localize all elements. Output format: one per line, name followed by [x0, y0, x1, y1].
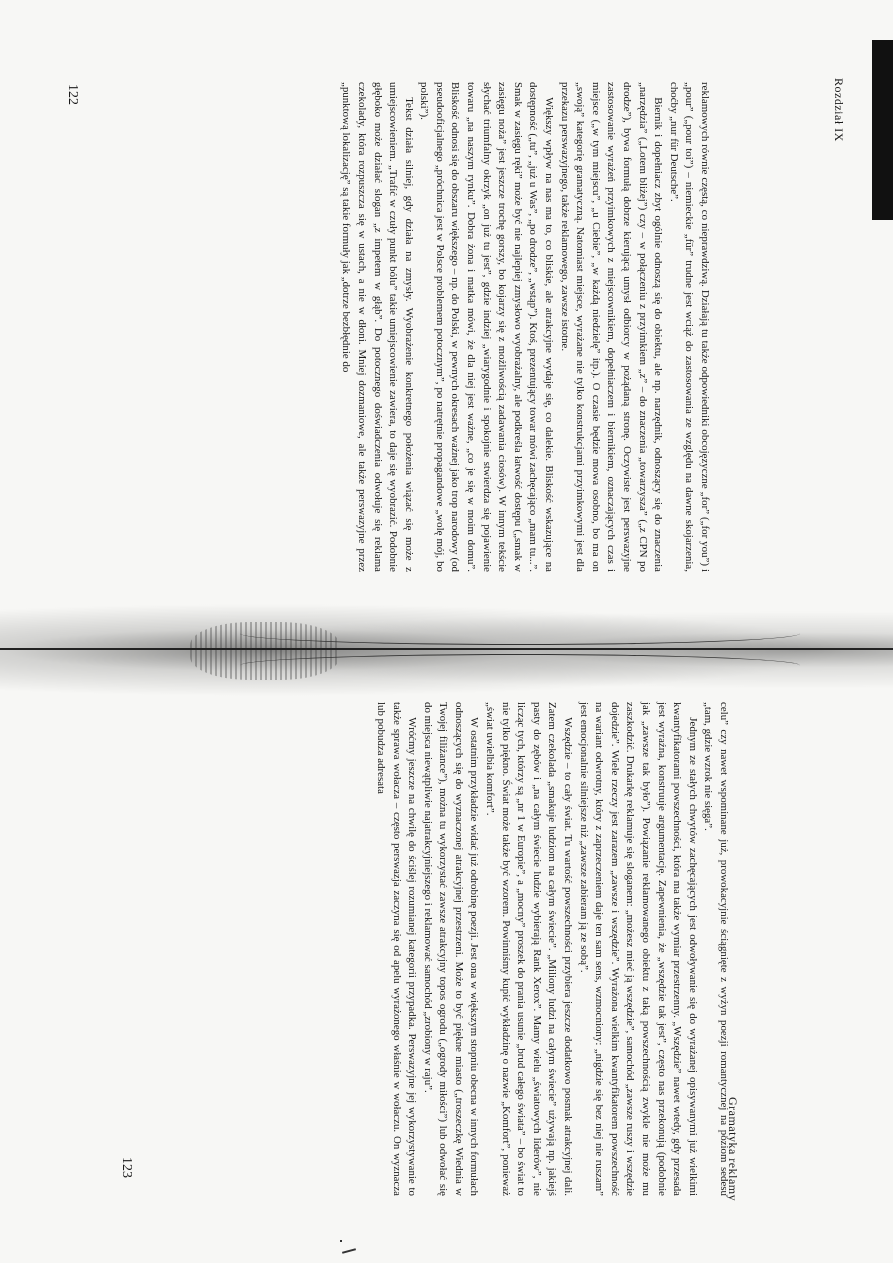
left-page-header: Rozdział IX: [832, 78, 846, 142]
gutter-fold-line: [0, 648, 893, 650]
right-page-body: [372, 702, 731, 1196]
paragraph: reklamowych równie częstą, co nieprawdziwą. Działają tu także odpowiedniki obcojęzyczne „for” („for you”) i „pour” („pour toi”) – niemieckie „für” trudne jest wciąż do zastosowania ze względu na dawne skojarzenia, choćby „nur für Deutsche”.: [667, 82, 711, 572]
scan-speck: [342, 1248, 356, 1254]
book-gutter: [0, 600, 893, 700]
paragraph: Jednym ze stałych chwytów zachęcających jest odwoływanie się do wyrażanej opisywanymi już wielkimi kwantyfikatorami powszechności, która ma także wymiar przestrzenny. „Wszędzie” nawet wtedy, gdy przesada jest wyraźna, konstruuje argumentację. Zapewnienia, że „wszędzie tak jest”, często nas przekonują (podobnie jak „zawsze tak było”). Powiązanie reklamowanego obiektu z taką powszechnością zwykle nie może mu zaszkodzić. Drukarkę reklamuje się sloganem: „możesz mieć ją wszędzie”, samochód „zawsze ruszy i wszędzie dojedzie”. Wiele rzeczy jest zarazem „zawsze i wszędzie”. Wyrażona wielkim kwantyfikatorem powszechność na wariant odwrotny, który z zaprzeczeniem daje ten sam sens, wzmocniony: „nigdzie się bez niej nie ruszam” jest emocjonalnie silniejsze niż „zawsze zabieram ją ze sobą”.: [577, 702, 699, 1196]
paragraph: Większy wpływ na nas ma to, co bliskie, ale atrakcyjne wydaje się, co dalekie. Bliskość wskazujące na dostępność („tu”, „już u Was”, „po drodze”, „wstąp”). Ktoś, prezentujący towar mówi zachęcająco „mam tu...”. Smak w zasięgu ręki” może być nie najlepiej zmysłowo wyobrażalny, ale podkreśla łatwość dostępu („smak w zasięgu noża” jest jeszcze trochę gorszy, bo kojarzy się z możliwością zadawania ciosów). W innym tekście słychać triumfalny okrzyk „on już tu jest”, gdzie indziej „wiarygodnie i spokojnie stwierdza się pojawienie towaru „na naszym rynku”. Dobra żona i matka mówi, że dla niej jest ważne, „co je się w moim domu”. Bliskość odnosi się do obszaru większego – np. do Polski, w pewnych okresach ważnej jako trop narodowy (od pseudooficjalnego „próchnica jest w Polsce problemem potocznym”, po natrętnie propagandowe „wolę mój, bo polski”).: [418, 82, 556, 572]
left-page-body: [338, 82, 712, 572]
right-page-header: Gramatyka reklamy: [726, 1097, 740, 1202]
gutter-curve: [240, 654, 800, 677]
left-page-number: 122: [65, 84, 80, 105]
gutter-curve: [240, 622, 800, 645]
paragraph: Wróćmy jeszcze na chwilę do ściślej rozumianej kategorii przypadka. Perswazyjne jej wykorzystywanie to także sprawa wołacza – często perswazja zaczyna się od apelu wyrażonego właśnie w wołaczu. On wyznacza lub pobudza adresata: [374, 702, 419, 1196]
paragraph: Biernik i dopełniacz zbyt ogólnie odnoszą się do obiektu, ale np. narzędnik, odnoszący się do znaczenia „narzędzia” („Lotem bliżej”) czy – w połączeniu z przyimkiem „z” – do znaczenia „towarzysza” („z CPN po drodze”), bywa formułą dobrze kierującą umysł odbiorcy w pożądaną stronę. Oczywiste jest perswazyjne zastosowanie wyrażeń przyimkowych z miejscownikiem, dopełniaczem i biernikiem, oznaczających czas i miejsce („w tym miejscu”, „u Ciebie”, „w każdą niedzielę” itp.). O czasie będzie mowa osobno, bo ma on „swoją” kategorię gramatyczną. Natomiast miejsce, wyrażane nie tylko konstrukcjami przyimkowymi jest dla przekazu perswazyjnego, także reklamowego, zawsze istotne.: [558, 82, 665, 572]
paragraph: celu” czy nawet wspominane już, prowokacyjnie ściągnięte z wyżyn poezji romantycznej na poziom sedesu „tam, gdzie wzrok nie sięga”.: [702, 702, 730, 1196]
scan-speck: [340, 1240, 342, 1242]
paragraph: Tekst działa silniej, gdy działa na zmysły. Wyobrażenie konkretnego położenia wiązać się może z umiejscowieniem. „Trafić w czuły punkt bólu” takie umiejscowienie zawiera, to daje się wyobrazić. Podobnie głęboko może działać slogan „z impetem w głąb”. Do potocznego doświadczenia odwołuje się reklama czekolady, która rozpuszcza się w ustach, a nie w dłoni. Mniej dozmaniowe, ale także perswazyjne przez „punktową lokalizację” są takie formuły jak „dotrze bezbłędnie do: [340, 82, 415, 572]
paragraph: Wszędzie – to cały świat. Tu wartość powszechności przybiera jeszcze dodatkowo posmak atrakcyjnej dali. Zatem czekolada „smakuje ludziom na całym świecie”. „Miliony ludzi na całym świecie” używają np. jakiejś pasty do zębów i „na całym świecie ludzie wybierają Rank Xerox”. Mamy wielu „światowych liderów”, nie licząc tych, którzy są „nr 1 w Europie”, a „mocny” proszek do prania usunie „brud całego świata” – bo świat to nie tylko piękno. Świat może także być wzorem. Powinniśmy kupić wykładzinę o nazwie „Komfort”, ponieważ „świat uwielbia komfort”.: [484, 702, 575, 1196]
book-edge-shadow: [872, 40, 893, 220]
paragraph: W ostatnim przykładzie widać już odrobinę poezji. Jest ona w większym stopniu obecna w innych formułach odnoszących się do wyznaczonej atrakcyjnej przestrzeni. Może to być piękne miasto („troszeczkę Wiednia w Twojej filiżance”), można tu wykorzystać zawsze atrakcyjny topos ogrodu („ogrody miłości”) lub odwołać się do miejsca niewątpliwie najatrakcyjniejszego i reklamować samochód „zrobiony w raju”.: [421, 702, 481, 1196]
right-page-number: 123: [119, 1157, 134, 1178]
